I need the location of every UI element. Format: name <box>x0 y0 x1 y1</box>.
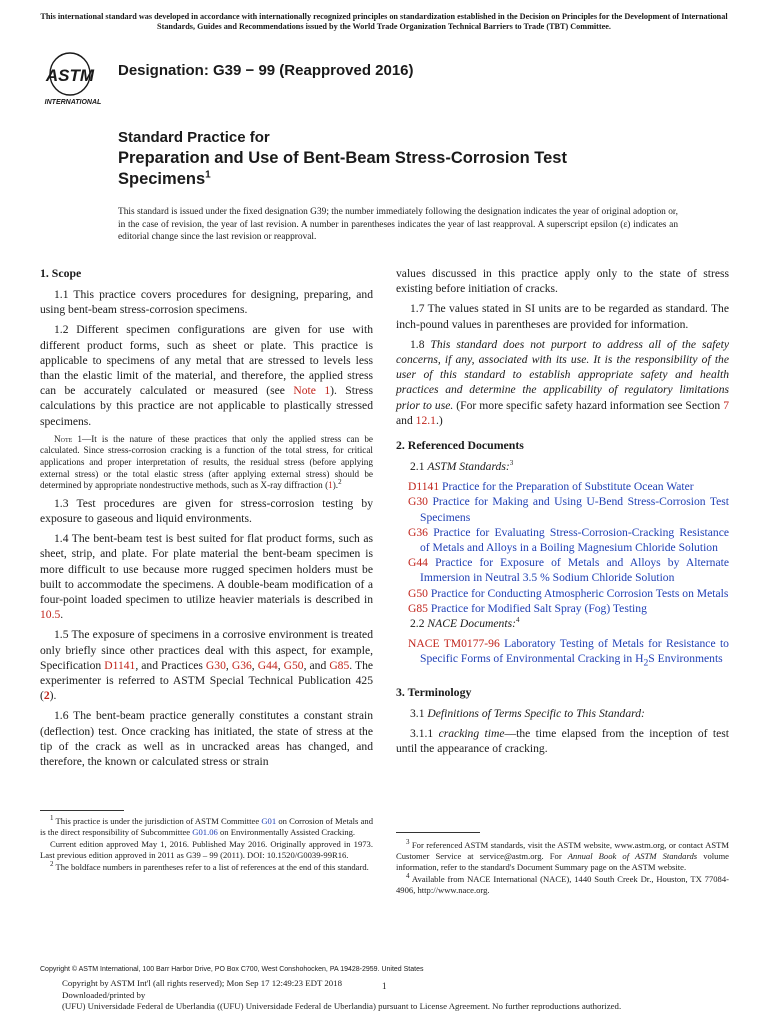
para-1-3: 1.3 Test procedures are given for stress-corrosion testing by exposure to gaseous and liquid environments. <box>40 496 373 525</box>
designation: Designation: G39 − 99 (Reapproved 2016) <box>118 62 414 79</box>
reference-nace-tm0177[interactable]: NACE TM0177-96 Laboratory Testing of Metals for Resistance to Specific Forms of Environmental Cracking in $H_2S$ Environments <box>408 637 729 669</box>
page-number: 1 <box>382 981 387 991</box>
footnote-2: $^2$ The boldface numbers in parentheses refer to a list of references at the end of this standard. <box>50 860 369 872</box>
note-1-link[interactable]: Note 1 <box>293 384 331 398</box>
designation-intro: This standard is issued under the fixed designation G39; the number immediately following the designation indicates the year of original adoption or, in the case of revision, the year of last revision. A number in parentheses indicates the year of last reapproval. A superscript epsilon (ε) indicates an editorial change since the last revision or reapproval. <box>118 207 678 243</box>
g01-link[interactable]: G01 <box>261 816 277 826</box>
note-1: Note 1—It is the nature of these practices that only the applied stress can be calculated. Since stress-corrosion cracking is a function of the total stress, for critical applications and proper interpretation of results, the residual stress (before applying external stress) or the total elastic stress (after applying external stress) should be determined by appropriate nondestructive methods, such as X-ray diffraction (1).$^2$ <box>40 433 373 491</box>
title-line-3: Specimens$^1$ <box>118 169 211 188</box>
para-1-1: 1.1 This practice covers procedures for designing, preparing, and using bent-beam stress-corrosion specimens. <box>40 288 373 317</box>
reference-g30[interactable]: G30 Practice for Making and Using U-Bend Stress-Corrosion Test Specimens <box>408 495 729 524</box>
section-10-5-link[interactable]: 10.5 <box>40 608 61 622</box>
para-3-1-1: 3.1.1 cracking time—the time elapsed from the inception of test until the appearance of cracking. <box>396 727 729 756</box>
footnotes-left <box>40 816 373 874</box>
reference-g85[interactable]: G85 Practice for Modified Salt Spray (Fog) Testing <box>408 601 647 615</box>
para-1-2: 1.2 Different specimen configurations are given for use with different product forms, such as sheet or plate. This practice is applicable to specimens of any metal that are stressed to levels less than the elastic limit of the material, and therefore, the applied stress can be accurately calculated or measured (see Note 1). Stress calculations by this practice are not applicable to plastically stressed specimens. <box>40 323 374 428</box>
section-heading-scope: 1. Scope <box>40 266 82 280</box>
footnotes-right <box>396 840 729 897</box>
footnote-rule-left <box>40 810 124 811</box>
license-line-2: Downloaded/printed by <box>62 989 146 1000</box>
g30-link[interactable]: G30 <box>205 658 226 672</box>
g36-link[interactable]: G36 <box>231 658 252 672</box>
license-stamp <box>62 978 742 1013</box>
license-line-3: (UFU) Universidade Federal de Uberlandia ((UFU) Universidade Federal de Uberlandia) pursuant to License Agreement. No further reproductions authorized. <box>62 1001 622 1012</box>
svg-text:INTERNATIONAL: INTERNATIONAL <box>44 99 102 106</box>
g50-link[interactable]: G50 <box>283 658 304 672</box>
reference-1-link[interactable]: 1 <box>328 480 333 491</box>
astm-reference-list <box>396 479 729 616</box>
g01-06-link[interactable]: G01.06 <box>192 827 218 837</box>
nace-reference-list <box>396 636 729 671</box>
footnote-3: $^3$ For referenced ASTM standards, visit the ASTM website, www.astm.org, or contact ASTM Customer Service at service@astm.org. For Annual Book of ASTM Standards volume information, refer to the standard's Document Summary page on the ASTM website. <box>396 838 729 872</box>
d1141-link[interactable]: D1141 <box>104 658 136 672</box>
wto-notice: This international standard was developed in accordance with internationally recognized principles on standardization established in the Decision on Principles for the Development of International Standards, Guides and Recommendations issued by the World Trade Organization Technical Barriers to Trade (TBT) Committee. <box>40 12 728 31</box>
footnote-rule-right <box>396 832 480 833</box>
section-heading-terminology: 3. Terminology <box>396 684 472 699</box>
footnote-1-edition: Current edition approved May 1, 2016. Published May 2016. Originally approved in 1973. Last previous edition approved in 2011 as G39 – 99 (2011). DOI: 10.1520/G0039-99R16. <box>40 839 373 860</box>
astm-logo <box>40 50 110 108</box>
para-1-4: 1.4 The bent-beam test is best suited for flat product forms, such as sheet, strip, and plate. For plate material the bent-beam specimen is more difficult to use because more rugged specimen holders must be built to accommodate the specimens. A double-beam modification of a four-point loaded specimen to utilize heavier materials is described in 10.5. <box>40 532 373 622</box>
para-1-7: 1.7 The values stated in SI units are to be regarded as standard. The inch-pound values in parentheses are provided for information. <box>396 302 729 331</box>
footnote-1: $^1$ This practice is under the jurisdiction of ASTM Committee G01 on Corrosion of Metals and is the direct responsibility of Subcommittee G01.06 on Environmentally Assisted Cracking. <box>40 814 373 837</box>
section-7-link[interactable]: 7 <box>723 398 729 412</box>
g44-link[interactable]: G44 <box>257 658 278 672</box>
document-title <box>118 128 718 190</box>
para-1-6-continued: values discussed in this practice apply only to the state of stress existing before initiation of cracks. <box>396 267 729 296</box>
left-column <box>40 266 373 774</box>
reference-2-link[interactable]: 2 <box>43 689 50 703</box>
para-1-5: 1.5 The exposure of specimens in a corrosive environment is treated only briefly since other practices deal with this aspect, for example, Specification D1141, and Practices G30, G36, G44, G50, and G85. The experimenter is referred to ASTM Special Technical Publication 425 (2). <box>40 628 374 703</box>
para-2-1: 2.1 ASTM Standards:$^3$ <box>410 459 514 474</box>
reference-g36[interactable]: G36 Practice for Evaluating Stress-Corrosion-Cracking Resistance of Metals and Alloys in a Boiling Magnesium Chloride Solution <box>408 525 729 555</box>
section-heading-referenced-documents: 2. Referenced Documents <box>396 438 524 453</box>
g85-link[interactable]: G85 <box>329 658 350 672</box>
para-3-1: 3.1 Definitions of Terms Specific to This Standard: <box>410 706 645 720</box>
para-1-6: 1.6 The bent-beam practice generally constitutes a constant strain (deflection) test. Once cracking has initiated, the state of stress at the tip of the crack as well as in uncracked areas has changed, and therefore, the known or calculated stress or strain <box>40 709 373 769</box>
reference-d1141[interactable]: D1141 Practice for the Preparation of Substitute Ocean Water <box>408 480 694 494</box>
footnote-4: $^4$ Available from NACE International (NACE), 1440 South Creek Dr., Houston, TX 77084-4906, http://www.nace.org. <box>396 872 729 895</box>
title-line-2: Preparation and Use of Bent-Beam Stress-Corrosion Test <box>118 149 567 167</box>
reference-g44[interactable]: G44 Practice for Exposure of Metals and Alloys by Alternate Immersion in Neutral 3.5 % Sodium Chloride Solution <box>408 556 729 585</box>
title-line-1: Standard Practice for <box>118 129 270 146</box>
reference-g50[interactable]: G50 Practice for Conducting Atmospheric Corrosion Tests on Metals <box>408 586 729 600</box>
license-line-1: Copyright by ASTM Int'l (all rights reserved); Mon Sep 17 12:49:23 EDT 2018 <box>62 978 342 988</box>
para-1-8: 1.8 This standard does not purport to address all of the safety concerns, if any, associated with its use. It is the responsibility of the user of this standard to establish appropriate safety and health practices and determine the applicability of regulatory limitations prior to use. (For more specific safety hazard information see Section 7 and 12.1.) <box>396 337 730 427</box>
para-2-2: 2.2 NACE Documents:$^4$ <box>410 616 520 631</box>
right-column <box>396 266 729 762</box>
copyright-line: Copyright © ASTM International, 100 Barr Harbor Drive, PO Box C700, West Conshohocken, PA 19428-2959. United States <box>40 966 424 973</box>
section-12-1-link[interactable]: 12.1 <box>415 413 436 427</box>
svg-text:ASTM: ASTM <box>45 66 95 85</box>
